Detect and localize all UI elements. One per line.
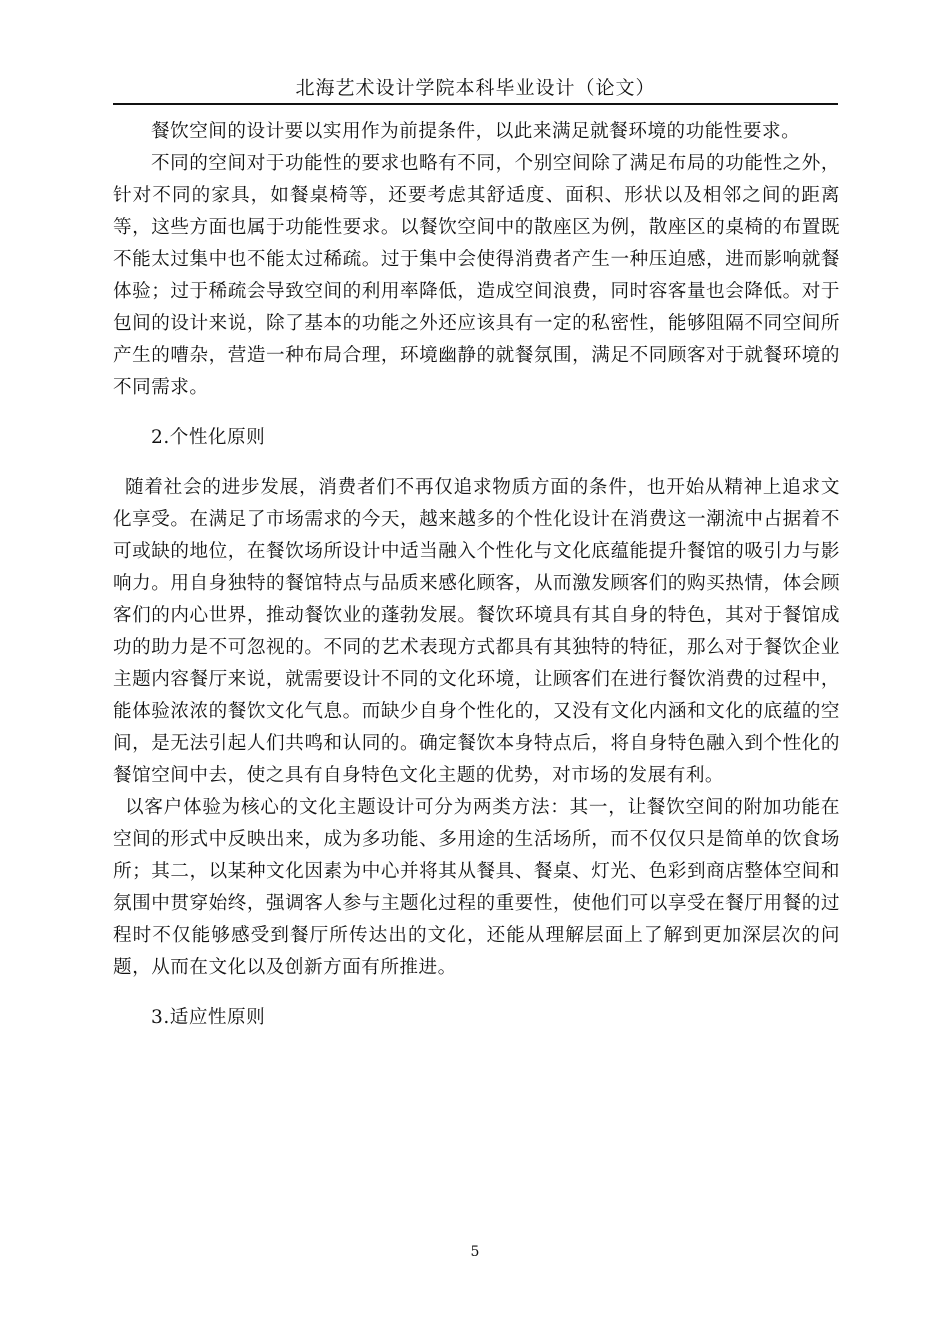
page-header-title: 北海艺术设计学院本科毕业设计（论文）	[295, 77, 656, 99]
section-heading-2: 2.个性化原则	[151, 427, 266, 448]
section-heading-3: 3.适应性原则	[151, 1007, 266, 1028]
page-number: 5	[470, 1244, 480, 1260]
paragraph-1: 餐饮空间的设计要以实用作为前提条件，以此来满足就餐环境的功能性要求。	[151, 121, 801, 142]
paragraph-3: 随着社会的进步发展，消费者们不再仅追求物质方面的条件，也开始从精神上追求文化享受。在满足了市场需求的今天，越来越多的个性化设计在消费这一潮流中占据着不可或缺的地位，在餐饮场所设计中适当融入个性化与文化底蕴能提升餐馆的吸引力与影响力。用自身独特的餐馆特点与品质来感化顾客，从而激发顾客们的购买热情，体会顾客们的内心世界，推动餐饮业的蓬勃发展。餐饮环境具有其自身的特色，其对于餐馆成功的助力是不可忽视的。不同的艺术表现方式都具有其独特的特征，那么对于餐饮企业主题内容餐厅来说，就需要设计不同的文化环境，让顾客们在进行餐饮消费的过程中，能体验浓浓的餐饮文化气息。而缺少自身个性化的，又没有文化内涵和文化的底蕴的空间，是无法引起人们共鸣和认同的。确定餐饮本身特点后，将自身特色融入到个性化的餐馆空间中去，使之具有自身特色文化主题的优势，对市场的发展有利。	[113, 477, 840, 786]
paragraph-4: 以客户体验为核心的文化主题设计可分为两类方法：其一，让餐饮空间的附加功能在空间的形式中反映出来，成为多功能、多用途的生活场所，而不仅仅只是简单的饮食场所；其二，以某种文化因素为中心并将其从餐具、餐桌、灯光、色彩到商店整体空间和氛围中贯穿始终，强调客人参与主题化过程的重要性，使他们可以享受在餐厅用餐的过程时不仅能够感受到餐厅所传达出的文化，还能从理解层面上了解到更加深层次的问题，从而在文化以及创新方面有所推进。	[113, 797, 840, 978]
header-divider	[113, 103, 838, 105]
paragraph-2: 不同的空间对于功能性的要求也略有不同，个别空间除了满足布局的功能性之外，针对不同的家具，如餐桌椅等，还要考虑其舒适度、面积、形状以及相邻之间的距离等，这些方面也属于功能性要求。以餐饮空间中的散座区为例，散座区的桌椅的布置既不能太过集中也不能太过稀疏。过于集中会使得消费者产生一种压迫感，进而影响就餐体验；过于稀疏会导致空间的利用率降低，造成空间浪费，同时容客量也会降低。对于包间的设计来说，除了基本的功能之外还应该具有一定的私密性，能够阻隔不同空间所产生的嘈杂，营造一种布局合理，环境幽静的就餐氛围，满足不同顾客对于就餐环境的不同需求。	[113, 153, 840, 398]
document-body	[113, 116, 840, 1034]
